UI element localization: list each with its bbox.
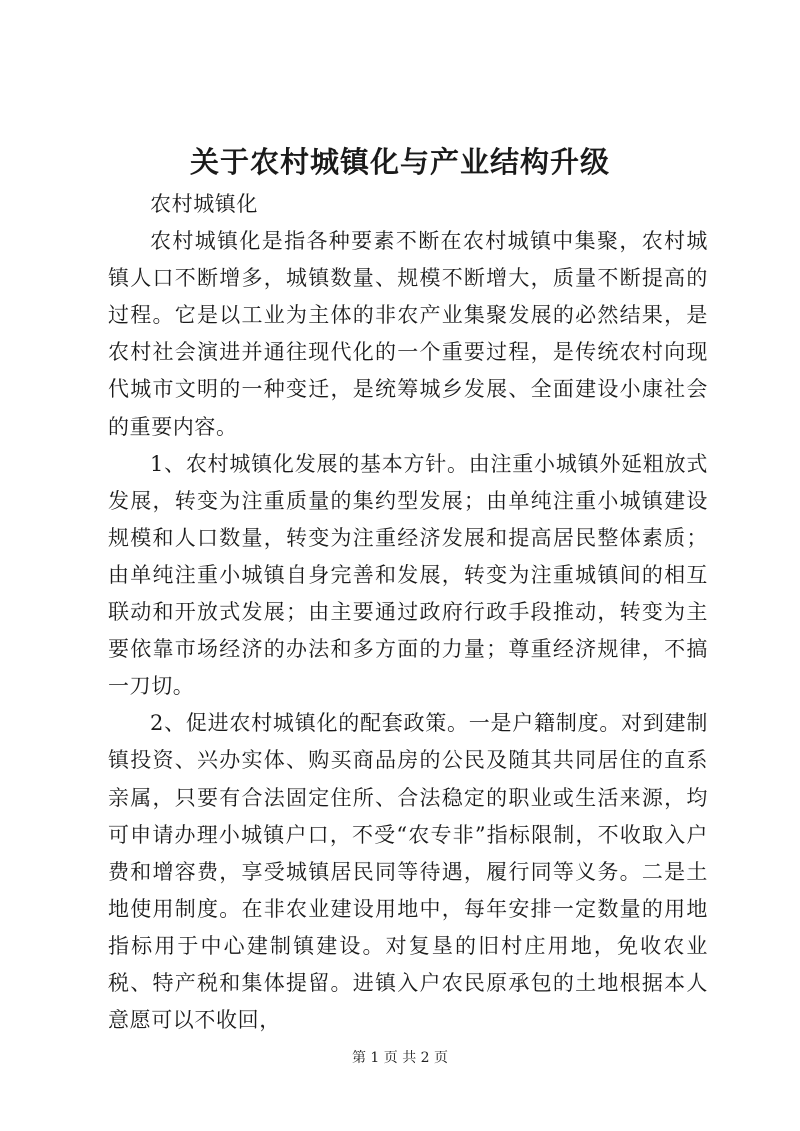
section-heading: 农村城镇化 — [150, 192, 258, 216]
paragraph-basic-policy: 1、农村城镇化发展的基本方针。由注重小城镇外延粗放式发展，转变为注重质量的集约型发展；由单纯注重小城镇建设规模和人口数量，转变为注重经济发展和提高居民整体素质；由单纯注重小城镇自身完善和发展，转变为注重城镇间的相互联动和开放式发展；由主要通过政府行政手段推动，转变为主要依靠市场经济的办法和多方面的力量；尊重经济规律，不搞一刀切。 — [108, 451, 708, 699]
paragraph-supporting-policies: 2、促进农村城镇化的配套政策。一是户籍制度。对到建制镇投资、兴办实体、购买商品房的公民及随其共同居住的直系亲属，只要有合法固定住所、合法稳定的职业或生活来源，均可申请办理小城镇户口，不受“农专非”指标限制，不收取入户费和增容费，享受城镇居民同等待遇，履行同等义务。二是土地使用制度。在非农业建设用地中，每年安排一定数量的用地指标用于中心建制镇建设。对复垦的旧村庄用地，免收农业税、特产税和集体提留。进镇入户农民原承包的土地根据本人意愿可以不收回， — [108, 711, 708, 1033]
document-title: 关于农村城镇化与产业结构升级 — [189, 145, 610, 179]
document-body — [108, 186, 708, 1039]
paragraph-definition: 农村城镇化是指各种要素不断在农村城镇中集聚，农村城镇人口不断增多，城镇数量、规模不断增大，质量不断提高的过程。它是以工业为主体的非农产业集聚发展的必然结果，是农村社会演进并通往现代化的一个重要过程，是传统农村向现代城市文明的一种变迁，是统筹城乡发展、全面建设小康社会的重要内容。 — [108, 229, 708, 439]
page-footer: 第 1 页 共 2 页 — [351, 1050, 449, 1066]
